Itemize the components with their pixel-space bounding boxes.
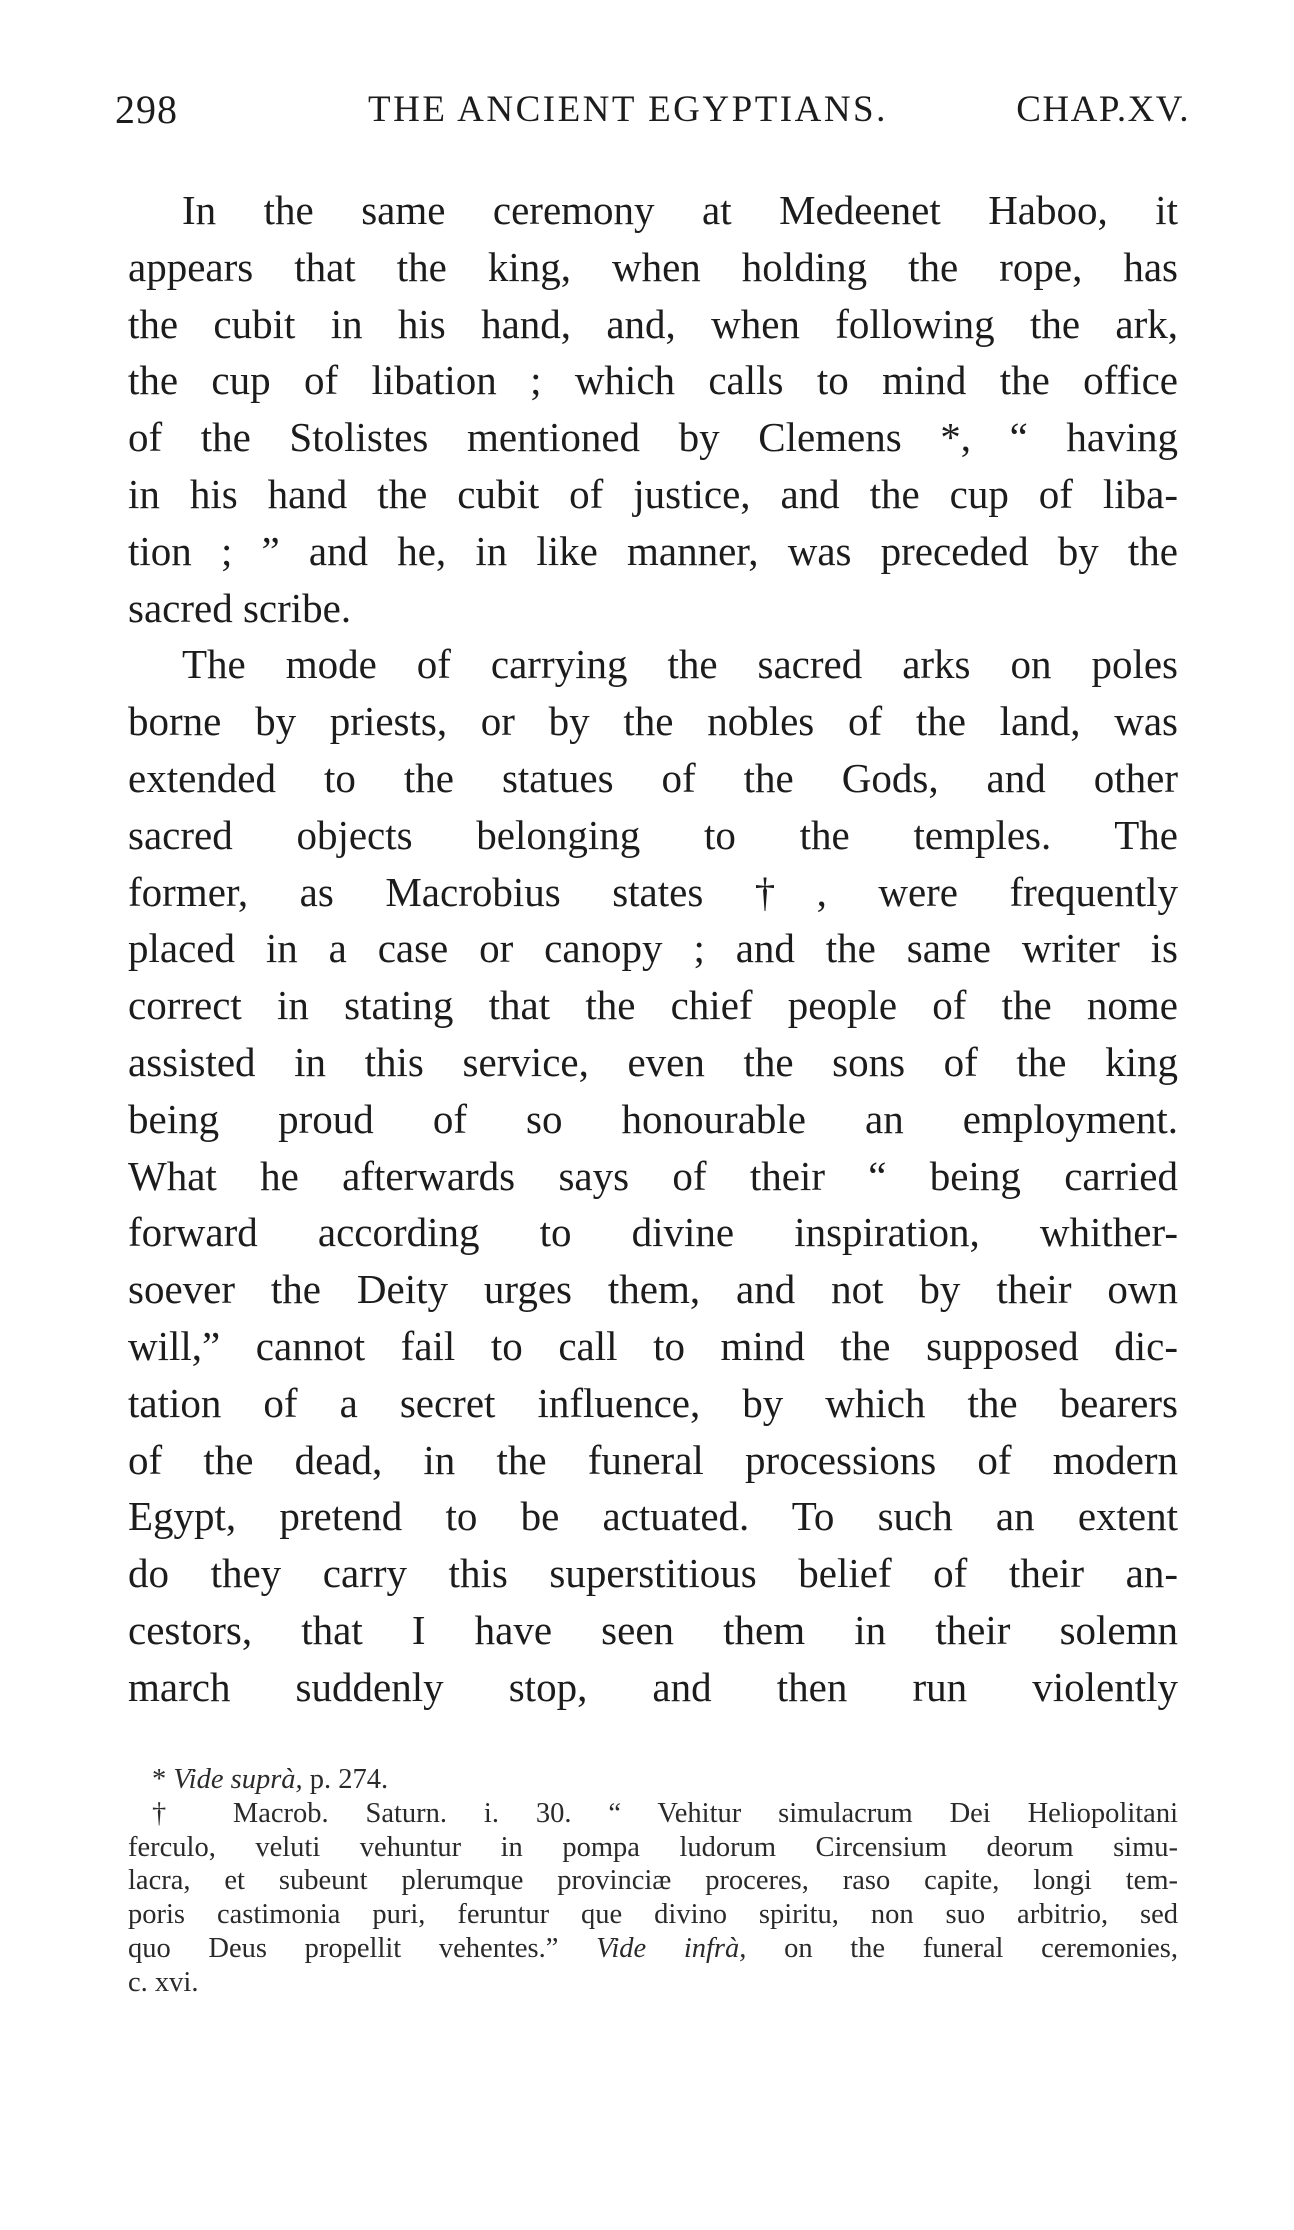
text-line: the cup of libation ; which calls to mind the office (128, 357, 1178, 404)
text-line: tation of a secret influence, by which the bearers (128, 1379, 1178, 1426)
text-line: What he afterwards says of their “ being carried (128, 1152, 1178, 1199)
body-text (128, 182, 1178, 1716)
footnote-2-line: lacra, et subeunt plerumque provinciæ proceres, raso capite, longi tem- (128, 1865, 1178, 1897)
footnote-italic: Vide suprà, (173, 1764, 303, 1795)
text-line: of the dead, in the funeral processions of modern (128, 1436, 1178, 1483)
text-line: forward according to divine inspiration, whither- (128, 1209, 1178, 1256)
footnotes (128, 1763, 1178, 2000)
paragraph-2 (128, 636, 1178, 1715)
text-line: placed in a case or canopy ; and the same writer is (128, 925, 1178, 972)
text-line: do they carry this superstitious belief of their an- (128, 1550, 1178, 1597)
footnote-2-line: † Macrob. Saturn. i. 30. “ Vehitur simulacrum Dei Heliopolitani (152, 1797, 1178, 1829)
footnote-marker: * (152, 1764, 167, 1795)
text-line: correct in stating that the chief people of the nome (128, 982, 1178, 1029)
text-line: extended to the statues of the Gods, and other (128, 754, 1178, 801)
running-title: THE ANCIENT EGYPTIANS. (368, 89, 888, 130)
footnote-text: quo Deus propellit vehentes.” (128, 1932, 597, 1964)
text-line: In the same ceremony at Medeenet Haboo, it (182, 187, 1178, 233)
footnote-1 (128, 1763, 1178, 1797)
text-line: will,” cannot fail to call to mind the supposed dic- (128, 1322, 1178, 1369)
text-line: march suddenly stop, and then run violently (128, 1663, 1178, 1710)
text-line: cestors, that I have seen them in their solemn (128, 1606, 1178, 1653)
footnote-text: p. 274. (302, 1764, 389, 1795)
text-line: in his hand the cubit of justice, and the cup of liba- (128, 470, 1178, 517)
running-header (115, 86, 1190, 136)
footnote-2-line: poris castimonia puri, feruntur que divino spiritu, non suo arbitrio, sed (128, 1899, 1178, 1931)
text-line: appears that the king, when holding the rope, has (128, 243, 1178, 290)
text-line: The mode of carrying the sacred arks on poles (182, 641, 1178, 688)
text-line: soever the Deity urges them, and not by their own (128, 1266, 1178, 1313)
footnote-italic: Vide infrà, (596, 1932, 747, 1964)
text-line: sacred scribe. (128, 584, 352, 631)
footnote-2-line (128, 1932, 1178, 1966)
footnote-2-line: c. xvi. (128, 1966, 199, 1998)
paragraph-1 (128, 182, 1178, 636)
chapter-label: CHAP.XV. (1016, 89, 1190, 130)
text-line: of the Stolistes mentioned by Clemens *, “ having (128, 414, 1178, 461)
footnote-text: on the funeral ceremonies, (746, 1932, 1178, 1964)
page-number: 298 (115, 87, 178, 132)
text-line: the cubit in his hand, and, when following the ark, (128, 300, 1178, 347)
text-line: assisted in this service, even the sons of the king (128, 1038, 1178, 1085)
footnote-2-line: ferculo, veluti vehuntur in pompa ludorum Circensium deorum simu- (128, 1831, 1178, 1863)
text-line: Egypt, pretend to be actuated. To such an extent (128, 1493, 1178, 1540)
text-line: tion ; ” and he, in like manner, was preceded by the (128, 527, 1178, 574)
text-line: sacred objects belonging to the temples. The (128, 811, 1178, 858)
text-line: borne by priests, or by the nobles of the land, was (128, 698, 1178, 745)
text-line: former, as Macrobius states †, were frequently (128, 868, 1178, 915)
text-line: being proud of so honourable an employment. (128, 1095, 1178, 1142)
